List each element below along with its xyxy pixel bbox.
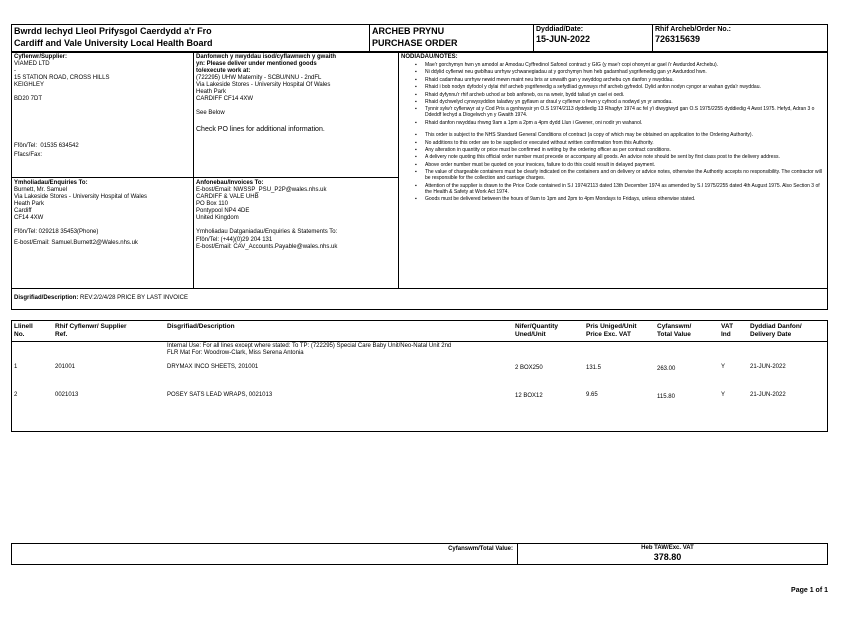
enquiries-line: CF14 4XW [14,215,44,222]
exc-vat-label: Heb TAW/Exc. VAT [641,545,694,551]
delivery-see-below: See Below [196,109,225,116]
row-description: POSEY SATS LEAD WRAPS, 0021013 [167,392,273,398]
enquiries-line: Cardiff [14,208,32,215]
row-total: 263.00 [657,366,676,372]
row-total: 115.80 [657,394,675,400]
enquiries-phone: Ffôn/Tel: 029218 35453(Phone) [14,229,99,236]
org-name-block [14,26,213,49]
header-divider [533,24,534,52]
enquiries-block [14,180,147,247]
statements-email[interactable]: E-bost/Email: CAV_Accounts.Payable@wales.nhs.uk [196,243,338,250]
row-line-no: 1 [14,364,18,370]
order-number [655,26,731,45]
col-header-vat: VAT Ind [721,323,734,338]
order-date-label: Dyddiad/Date: [536,26,584,33]
row-unit-price: 9.65 [586,392,598,398]
description-label: Disgrifiad/Description: [14,295,79,301]
org-name-english: Cardiff and Vale University Local Health Board [14,38,213,49]
invoices-line: Pontypool NP4 4DE [196,208,250,215]
header-divider [369,24,370,52]
order-number-value: 726315639 [655,34,701,45]
info-divider [193,52,194,288]
notes-english-list [401,132,825,202]
total-value: 378.80 [653,552,682,562]
note-item: ▪ Tynnir sylw'r cyflenwyr at y Cod Pris a gynhwysir yn O.S 1974/2113 dyddiedig 13 Rhagfyr 1974 ac fel y'i diwygiwyd gan O.S 1975/2255 dyddiedig 4 Awst 1975. Hefyd, Adran 3 o Ddeddf Iechyd a Diogelwch yn y Gwaith 1974. [401,106,825,118]
supplier-line: BD20 7DT [14,96,43,103]
note-item: ▪ A delivery note quoting this official order number must precede or accompany all goods. An advice note should be sent by first class post to the delivery address. [401,154,825,160]
invoices-line: PO Box 110 [196,201,228,208]
invoices-line: CARDIFF & VALE UHB [196,194,259,201]
row-delivery-date: 21-JUN-2022 [750,364,786,370]
note-item: ▪ Rhaid dyfynnu'r rhif archeb uchod ar bob anfoneb, os na wneir, bydd taliad yn cael ei oedi. [401,92,825,98]
row-quantity: 2 BOX250 [515,365,543,371]
header-divider [652,24,653,52]
row-line-no: 2 [14,392,18,398]
note-item: ▪ Rhaid cadarnhau unrhyw newid mewn maint neu bris ar unwaith gan y swyddog archebu cyn danfon y nwyddau. [401,77,825,83]
row-supplier-ref: 201001 [55,364,76,370]
note-item: ▪ Above order number must be quoted on your invoices, failure to do this could result in delayed payment. [401,162,825,168]
note-item: ▪ Mae'r gorchymyn hwn yn amodol ar Amodau Cyffredinol Safonol contract y GIG (y mae'r copi ohonynt ar gael i'r Awdurdod Archebu). [401,62,825,68]
note-item: ▪ Any alteration in quantity or price must be confirmed in writing by the ordering officer as per contract conditions. [401,147,825,153]
supplier-line [14,89,109,96]
row-unit-price: 131.5 [586,365,602,371]
page-number: Page 1 of 1 [791,587,828,594]
delivery-address-line: (722295) UHW Maternity - SCBU/NNU - 2ndFL [196,75,322,82]
supplier-phone: 01535 634542 [40,143,79,149]
supplier-fax-label: Ffacs/Fax: [14,152,43,159]
order-number-label: Rhif Archeb/Order No.: [655,26,731,33]
delivery-label: Danfonwch y nwyddau isod/cyflawnwch y gwaith [196,54,337,60]
document-title [372,26,458,49]
row-vat: Y [721,392,726,398]
col-header-line: Llinell No. [14,323,33,338]
col-header-price: Pris Uniged/Unit Price Exc. VAT [586,323,637,338]
enquiries-line: Heath Park [14,201,45,208]
totals-divider [517,543,518,565]
description-value: REV:2/2/4/28 PRICE BY LAST INVOICE [80,295,188,301]
note-item: ▪ Attention of the supplier is drawn to the Price Code contained in S.I 1974/2113 dated 13th December 1974 as amended by S.I 1975/2255 dated 4th August 1975. Also Section 3 of the Health & Safety at Work Act 1974. [401,183,825,195]
info-divider [11,288,828,289]
col-header-description: Disgrifiad/Description [167,323,235,330]
enquiries-line: Burnett, Mr. Samuel [14,187,68,194]
supplier-phone-label: Ffôn/Tel: [14,143,38,149]
note-item: ▪ No additions to this order are to be supplied or executed without written confirmation from this Authority. [401,140,825,146]
col-header-quantity: Nifer/Quantity Uned/Unit [515,323,558,338]
doc-title-english: PURCHASE ORDER [372,38,458,49]
notes-block [401,54,825,203]
statements-label: Ymholiadau Datganiadau/Enquiries & Statements To: [196,229,338,236]
delivery-label: yn: Please deliver under mentioned goods [196,61,317,68]
col-header-ref: Rhif Cyflenwr/ Supplier Ref. [55,323,127,338]
supplier-line: 15 STATION ROAD, CROSS HILLS [14,75,110,82]
delivery-check-po: Check PO lines for additional information. [196,125,325,133]
order-description [14,295,188,302]
enquiries-email[interactable]: E-bost/Email: Samuel.Burnett2@Wales.nhs.uk [14,239,138,246]
supplier-label: Cyflenwr/Supplier: [14,54,68,60]
total-label: Cyfanswm/Total Value: [448,546,513,552]
internal-use-note: Internal Use: For all lines except where stated: To TP: (722295) Special Care Baby Unit/Neo-Natal Unit 2nd FLR Mat For: Woodrow-Clark, Miss Serena Antonia [167,343,452,357]
note-item: ▪ Goods must be delivered between the hours of 9am to 1pm and 2pm to 4pm Mondays to Fridays, unless otherwise stated. [401,196,825,202]
supplier-block [14,54,109,103]
delivery-address-line: CARDIFF CF14 4XW [196,96,254,103]
doc-title-welsh: ARCHEB PRYNU [372,26,445,36]
col-header-total: Cyfanswm/ Total Value [657,323,692,338]
invoices-line: United Kingdom [196,215,239,222]
invoices-block [196,180,337,251]
supplier-line: - [14,68,16,75]
note-item: ▪ Ni ddylid cyflenwi neu gwblhau unrhyw ychwanegiadau at y gorchymyn hwn heb gadarnhad ysgrifenedig gan yr Awdurdod hwn. [401,69,825,75]
col-header-delivery-date: Dyddiad Danfon/ Delivery Date [750,323,802,338]
supplier-line: KEIGHLEY [14,82,45,89]
supplier-line: VIAMED LTD [14,61,50,68]
delivery-block [196,54,336,134]
row-quantity: 12 BOX12 [515,393,543,399]
order-date [536,26,590,45]
row-delivery-date: 21-JUN-2022 [750,392,786,398]
enquiries-label: Ymholiadau/Enquiries To: [14,180,88,186]
note-item: ▪ This order is subject to the NHS Standard General Conditions of contract (a copy of which may be obtained on application to the Ordering Authority). [401,132,825,138]
row-description: DRYMAX INCO SHEETS, 201001 [167,364,259,370]
enquiries-line: Via Lakeside Stores - University Hospital of Wales [14,194,148,201]
delivery-address-line: Via Lakeside Stores - University Hospital Of Wales [196,82,331,89]
info-divider [398,52,399,288]
supplier-contact [14,143,79,159]
note-item: ▪ The value of chargeable containers must be clearly indicated on the containers and on delivery or advice notes, otherwise the Authority accepts no responsibility. The contractor will be responsible for the collection and carriage charges. [401,169,825,181]
delivery-label: to/execute work at: [196,68,251,75]
notes-label: NODIADAU/NOTES: [401,54,458,60]
info-divider [11,177,398,178]
invoices-label: Anfonebau/Invoices To: [196,180,264,186]
statements-phone: Ffôn/Tel: (+44)(0)29 204 131 [196,236,273,243]
delivery-address-line: Heath Park [196,89,227,96]
org-name-welsh: Bwrdd Iechyd Lleol Prifysgol Caerdydd a'r Fro [14,26,212,36]
row-supplier-ref: 0021013 [55,392,79,398]
invoices-email[interactable]: E-bost/Email: NWSSP_PSU_P2P@wales.nhs.uk [196,187,327,194]
note-item: ▪ Rhaid i bob nodyn dyfodol y dylai rhif archeb ysgrifenedig a sefydliad gynnwys rhif archeb gyfredol. Dylid anfon nodyn cyngor ar wahan gyda'r nwyddau. [401,84,825,90]
note-item: ▪ Rhaid dychwelyd cynwysyddion taladwy yn gyflawn ar draul y cyflenwr o fewn y cyfnod a nodwyd yn yr amodau. [401,99,825,105]
lines-table [11,320,828,432]
table-header-divider [11,341,828,342]
notes-welsh-list [401,62,825,126]
note-item: ▪ Rhaid danfon nwyddau rhwng 9am a 1pm a 2pm a 4pm dydd Llun i Gwener, oni nodir yn wahanol. [401,120,825,126]
order-date-value: 15-JUN-2022 [536,34,591,45]
row-vat: Y [721,364,726,370]
